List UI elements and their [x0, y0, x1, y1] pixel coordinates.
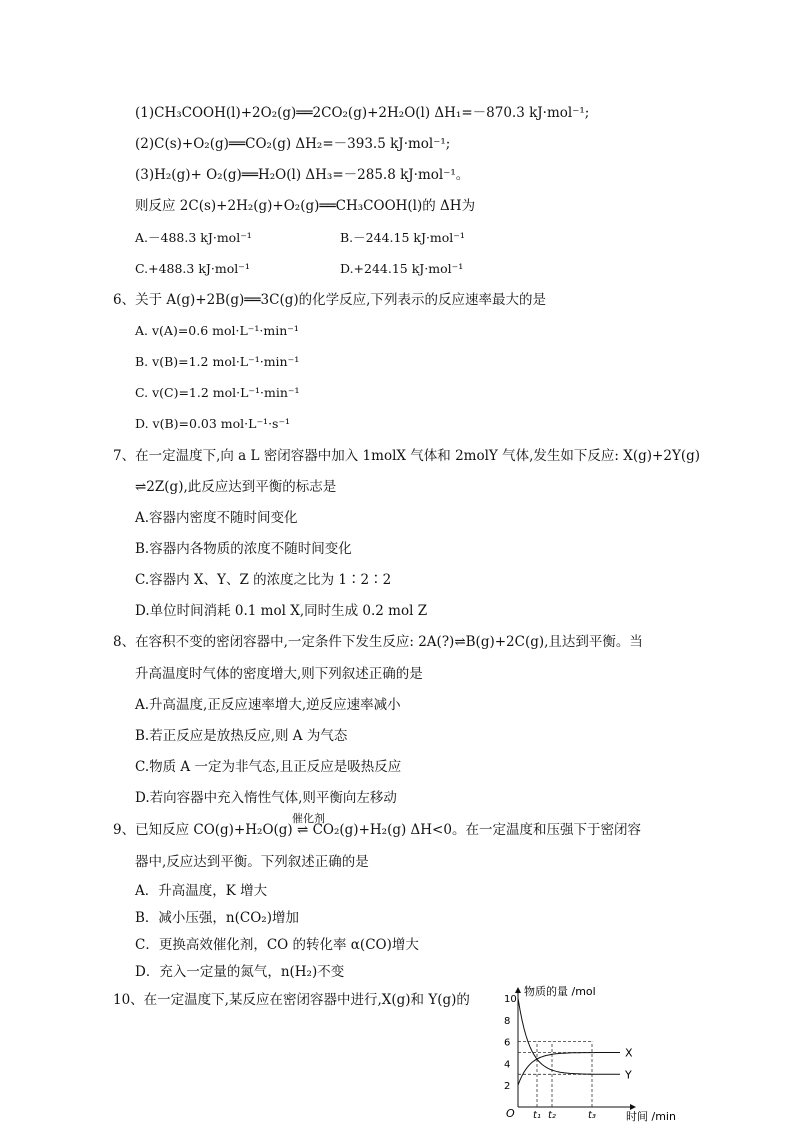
question-6: 6、关于 A(g)+2B(g)══3C(g)的化学反应,下列表示的反应速率最大的是 [113, 292, 546, 308]
y-tick-label: 10 [504, 994, 517, 1005]
x-tick-label: t₃ [588, 1110, 596, 1121]
chart-marks [504, 994, 633, 1121]
q6-option-b: B. v(B)=1.2 mol·L⁻¹·min⁻¹ [135, 354, 300, 369]
option-d: D.+244.15 kJ·mol⁻¹ [340, 261, 464, 276]
equation-1: (1)CH₃COOH(l)+2O₂(g)══2CO₂(g)+2H₂O(l) ΔH₁=－870.3 kJ·mol⁻¹; [135, 105, 590, 121]
option-c: C.+488.3 kJ·mol⁻¹ [135, 261, 250, 276]
q7-option-b: B.容器内各物质的浓度不随时间变化 [135, 541, 352, 557]
question-7: 7、在一定温度下,向 a L 密闭容器中加入 1molX 气体和 2molY 气体,发生如下反应: X(g)+2Y(g) [113, 448, 701, 464]
chart-svg [500, 982, 700, 1123]
equilibrium-chart [500, 982, 700, 1123]
y-tick-label: 4 [504, 1059, 511, 1071]
y-tick-label: 2 [504, 1081, 511, 1093]
q7-option-d: D.单位时间消耗 0.1 mol X,同时生成 0.2 mol Z [135, 603, 428, 619]
question-7-cont: ⇌2Z(g),此反应达到平衡的标志是 [135, 479, 337, 495]
q9-option-b: B．减小压强，n(CO₂)增加 [135, 910, 299, 926]
q8-option-b: B.若正反应是放热反应,则 A 为气态 [135, 728, 348, 744]
x-tick-label: t₂ [548, 1110, 556, 1121]
question-stem: 则反应 2C(s)+2H₂(g)+O₂(g)══CH₃COOH(l)的 ΔH为 [135, 198, 476, 214]
q7-option-c: C.容器内 X、Y、Z 的浓度之比为 1∶2∶2 [135, 572, 392, 588]
q8-option-a: A.升高温度,正反应速率增大,逆反应速率减小 [135, 697, 401, 713]
q9-option-c: C．更换高效催化剂，CO 的转化率 α(CO)增大 [135, 937, 419, 953]
q8-option-c: C.物质 A 一定为非气态,且正反应是吸热反应 [135, 759, 402, 775]
y-tick-label: 6 [504, 1037, 511, 1049]
question-10: 10、在一定温度下,某反应在密闭容器中进行,X(g)和 Y(g)的 [113, 992, 470, 1008]
equation-3: (3)H₂(g)+ O₂(g)══H₂O(l) ΔH₃=－285.8 kJ·mol⁻¹。 [135, 167, 470, 183]
series-line-y [518, 998, 620, 1074]
y-tick-label: 8 [504, 1015, 511, 1027]
series-label-y: Y [625, 1068, 632, 1082]
question-9-cont: 器中,反应达到平衡。下列叙述正确的是 [135, 854, 369, 870]
question-9: 9、已知反应 CO(g)+H₂O(g) ⇌ CO₂(g)+H₂(g) ΔH<0。在一定温度和压强下于密闭容 [113, 822, 641, 838]
q6-option-a: A. v(A)=0.6 mol·L⁻¹·min⁻¹ [135, 323, 299, 338]
option-a: A.－488.3 kJ·mol⁻¹ [135, 230, 252, 245]
series-label-x: X [625, 1046, 633, 1060]
q6-option-c: C. v(C)=1.2 mol·L⁻¹·min⁻¹ [135, 385, 300, 400]
q8-option-d: D.若向容器中充入惰性气体,则平衡向左移动 [135, 790, 397, 806]
question-8-cont: 升高温度时气体的密度增大,则下列叙述正确的是 [135, 666, 423, 682]
x-axis-label: 时间 /min [626, 1110, 676, 1123]
x-tick-label: t₁ [533, 1110, 541, 1121]
q6-option-d: D. v(B)=0.03 mol·L⁻¹·s⁻¹ [135, 416, 291, 431]
catalyst-label: 催化剂 [292, 812, 325, 825]
option-b: B.－244.15 kJ·mol⁻¹ [340, 230, 465, 245]
question-8: 8、在容积不变的密闭容器中,一定条件下发生反应: 2A(?)⇌B(g)+2C(g),且达到平衡。当 [113, 634, 643, 650]
series-line-x [518, 1053, 620, 1086]
origin-label: O [506, 1107, 515, 1120]
equation-2: (2)C(s)+O₂(g)══CO₂(g) ΔH₂=－393.5 kJ·mol⁻¹; [135, 136, 451, 152]
q9-option-a: A．升高温度，K 增大 [135, 883, 268, 899]
q9-option-d: D．充入一定量的氮气，n(H₂)不变 [135, 964, 345, 980]
q7-option-a: A.容器内密度不随时间变化 [135, 510, 298, 526]
y-axis-label: 物质的量 /mol [524, 985, 596, 998]
